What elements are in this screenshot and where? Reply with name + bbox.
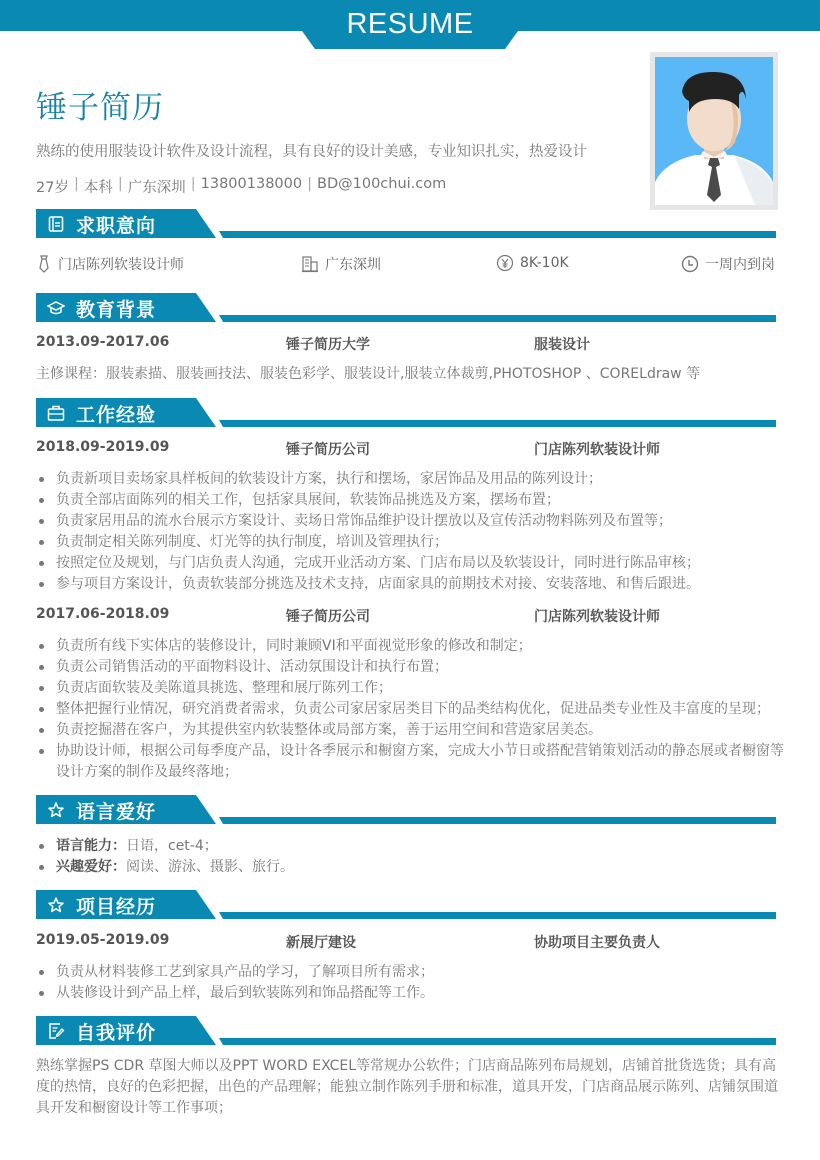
list-item	[36, 857, 791, 878]
document-icon	[47, 215, 65, 233]
section-title: 工作经验	[76, 404, 157, 426]
contact-degree: 本科	[83, 180, 113, 196]
education-courses: 主修课程：服装素描、服装画技法、服装色彩学、服装设计,服装立体裁剪,PHOTOSHOP 、CORELdraw 等	[36, 366, 701, 382]
hobby-label: 兴趣爱好：	[56, 859, 126, 875]
star-icon	[47, 801, 65, 819]
work-company: 锤子简历公司	[286, 609, 370, 625]
candidate-tagline: 熟练的使用服装设计软件及设计流程，具有良好的设计美感，专业知识扎实，热爱设计	[36, 144, 587, 160]
profile-photo-frame	[650, 52, 778, 210]
work-position: 门店陈列软装设计师	[534, 609, 660, 625]
intent-availability-value: 一周内到岗	[705, 257, 775, 273]
list-item: 负责所有线下实体店的装修设计，同时兼顾VI和平面视觉形象的修改和制定；	[36, 636, 791, 657]
list-item: 负责新项目卖场家具样板间的软装设计方案，执行和摆场，家居饰品及用品的陈列设计；	[36, 469, 791, 490]
languages-list	[36, 836, 791, 878]
clock-icon	[681, 255, 699, 273]
separator: |	[73, 176, 79, 192]
candidate-name: 锤子简历	[36, 90, 164, 126]
avatar	[655, 57, 773, 205]
list-item: 按照定位及规划，与门店负责人沟通，完成开业活动方案、门店布局以及软装设计，同时进行陈品审核；	[36, 553, 791, 574]
list-item: 参与项目方案设计，负责软装部分挑选及技术支持，店面家具的前期技术对接、安装落地、和售后跟进。	[36, 574, 791, 595]
separator: |	[307, 176, 312, 192]
tie-icon	[36, 255, 52, 273]
section-underline	[219, 912, 776, 919]
contact-location: 广东深圳	[127, 180, 186, 196]
list-item: 从装修设计到产品上样，最后到软装陈列和饰品搭配等工作。	[36, 983, 791, 1004]
section-title: 语言爱好	[76, 801, 157, 823]
work-entry-1	[36, 439, 776, 459]
education-major: 服装设计	[534, 337, 590, 353]
project-name: 新展厅建设	[286, 935, 356, 951]
work-entry-2	[36, 606, 776, 626]
list-item: 负责制定相关陈列制度、灯光等的执行制度，培训及管理执行；	[36, 532, 791, 553]
yen-icon	[496, 254, 514, 272]
education-date: 2013.09-2017.06	[36, 334, 170, 350]
intent-location	[301, 254, 381, 274]
section-header-self-evaluation	[36, 1016, 776, 1048]
briefcase-icon	[47, 404, 65, 422]
section-header-education	[36, 293, 776, 325]
work-date: 2018.09-2019.09	[36, 439, 170, 455]
star-icon	[47, 896, 65, 914]
education-school: 锤子简历大学	[286, 337, 370, 353]
list-item: 负责从材料装修工艺到家具产品的学习，了解项目所有需求；	[36, 962, 791, 983]
work-company: 锤子简历公司	[286, 442, 370, 458]
section-header-intent	[36, 209, 776, 241]
language-value: 日语，cet-4；	[126, 838, 218, 854]
section-underline	[219, 420, 776, 427]
contact-info	[36, 176, 446, 197]
list-item: 负责挖掘潜在客户，为其提供室内软装整体或局部方案，善于运用空间和营造家居美态。	[36, 720, 791, 741]
language-label: 语言能力：	[56, 838, 126, 854]
list-item: 负责全部店面陈列的相关工作，包括家具展间，软装饰品挑选及方案，摆场布置；	[36, 490, 791, 511]
intent-position	[36, 254, 184, 274]
work-duties-1	[36, 469, 791, 595]
list-item: 负责店面软装及美陈道具挑选、整理和展厅陈列工作；	[36, 678, 791, 699]
edit-document-icon	[47, 1022, 65, 1040]
list-item	[36, 836, 791, 857]
contact-age: 27岁	[36, 180, 69, 196]
section-title: 自我评价	[76, 1022, 157, 1044]
contact-phone: 13800138000	[200, 176, 303, 192]
education-entry	[36, 334, 776, 354]
section-header-work	[36, 398, 776, 430]
graduation-cap-icon	[47, 299, 65, 317]
work-date: 2017.06-2018.09	[36, 606, 170, 622]
intent-location-value: 广东深圳	[325, 257, 381, 273]
intent-salary	[496, 254, 569, 272]
list-item: 负责家居用品的流水台展示方案设计、卖场日常饰品维护设计摆放以及宣传活动物料陈列及布置等；	[36, 511, 791, 532]
contact-email: BD@100chui.com	[317, 176, 447, 192]
section-title: 教育背景	[76, 299, 157, 321]
section-title: 求职意向	[76, 215, 157, 237]
intent-position-value: 门店陈列软装设计师	[58, 257, 184, 273]
section-underline	[219, 231, 776, 238]
work-position: 门店陈列软装设计师	[534, 442, 660, 458]
project-role: 协助项目主要负责人	[534, 935, 660, 951]
intent-availability	[681, 254, 775, 274]
list-item: 协助设计师，根据公司每季度产品，设计各季展示和橱窗方案，完成大小节日或搭配营销策划活动的静态展或者橱窗等设计方案的制作及最终落地；	[36, 741, 791, 783]
intent-salary-value: 8K-10K	[520, 255, 569, 271]
hobby-value: 阅读、游泳、摄影、旅行。	[126, 859, 294, 875]
avatar-illustration-icon	[655, 57, 773, 205]
section-underline	[219, 1038, 776, 1045]
project-duties	[36, 962, 791, 1004]
work-duties-2	[36, 636, 791, 783]
separator: |	[190, 176, 196, 192]
section-header-languages	[36, 795, 776, 827]
project-date: 2019.05-2019.09	[36, 932, 170, 948]
list-item: 整体把握行业情况，研究消费者需求，负责公司家居家居类目下的品类结构优化，促进品类专业性及丰富度的呈现；	[36, 699, 791, 720]
job-intent-row	[36, 254, 776, 276]
separator: |	[117, 176, 123, 192]
list-item: 负责公司销售活动的平面物料设计、活动氛围设计和执行布置；	[36, 657, 791, 678]
section-underline	[219, 817, 776, 824]
self-evaluation-text: 熟练掌握PS CDR 草图大师以及PPT WORD EXCEL等常规办公软件；门店商品陈列布局规划，店铺首批货选货；具有高度的热情，良好的色彩把握，出色的产品理解；能独立制作陈列手册和标准，道具开发，门店商品展示陈列、店铺氛围道具开发和橱窗设计等工作事项；	[36, 1058, 778, 1116]
section-title: 项目经历	[76, 896, 157, 918]
project-entry	[36, 932, 776, 952]
resume-banner-title: RESUME	[346, 8, 474, 40]
section-header-projects	[36, 890, 776, 922]
section-underline	[219, 315, 776, 322]
building-icon	[301, 255, 319, 273]
